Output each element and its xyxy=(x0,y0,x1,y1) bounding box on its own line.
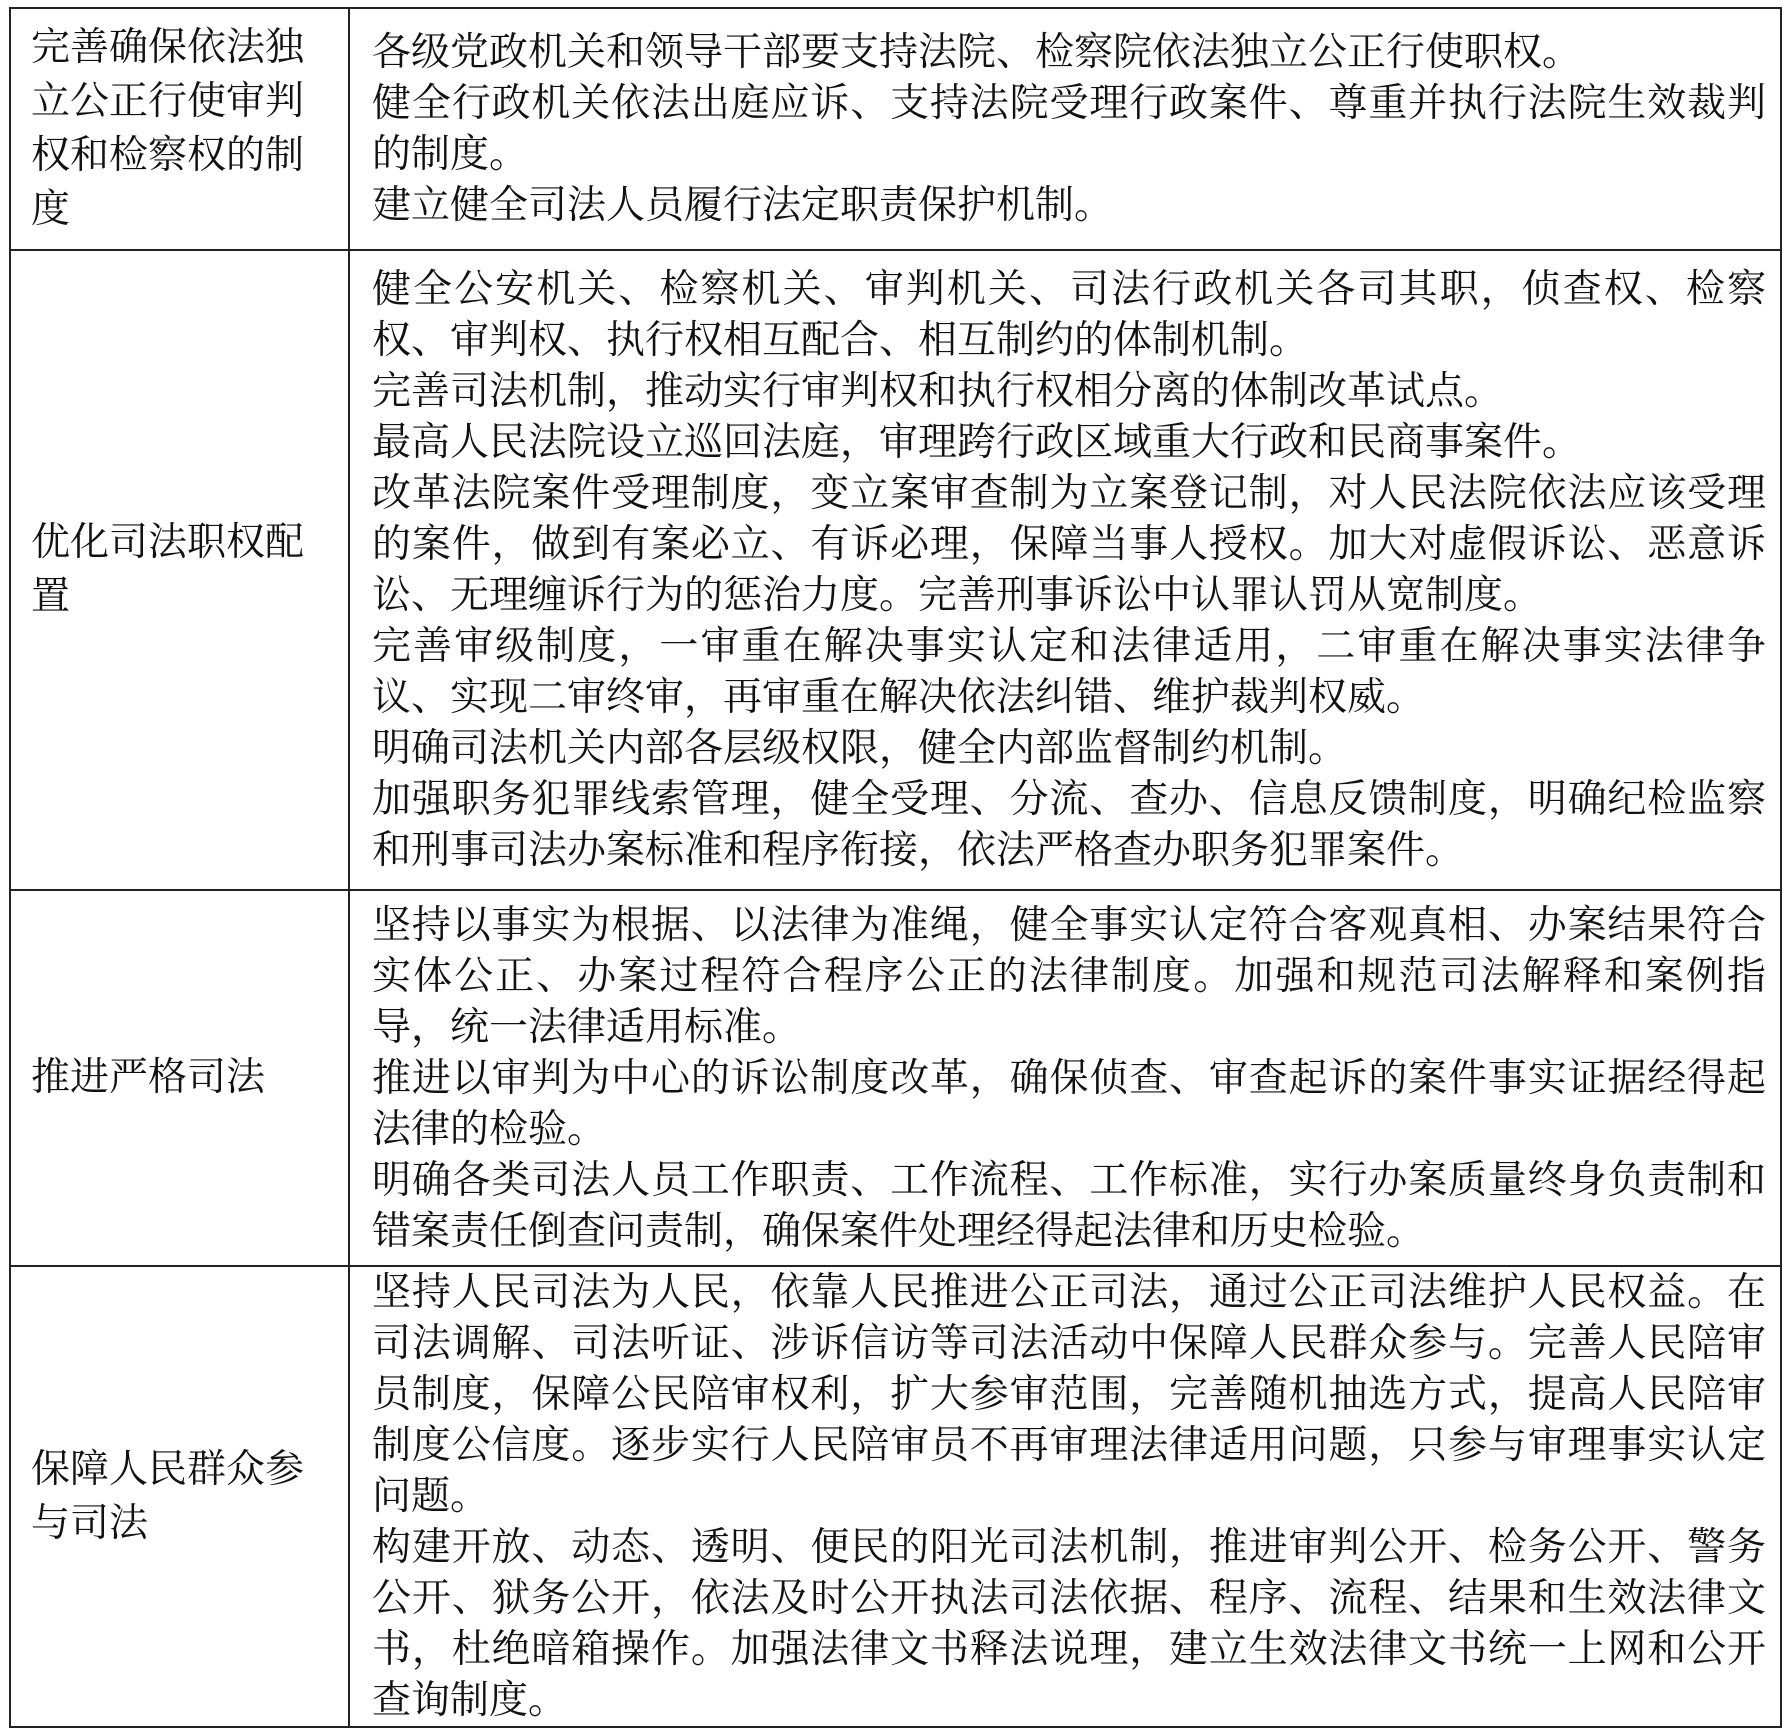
content-paragraph: 各级党政机关和领导干部要支持法院、检察院依法独立公正行使职权。 xyxy=(372,30,1582,75)
content-paragraph: 建立健全司法人员履行法定职责保护机制。 xyxy=(372,183,1114,228)
table-row xyxy=(10,1266,1781,1727)
content-paragraph: 完善司法机制，推动实行审判权和执行权相分离的体制改革试点。 xyxy=(372,369,1504,414)
table-row xyxy=(10,890,1781,1266)
content-paragraph: 坚持以事实为根据、以法律为准绳，健全事实认定符合客观真相、办案结果符合实体公正、办案过程符合程序公正的法律制度。加强和规范司法解释和案例指导，统一法律适用标准。 xyxy=(372,902,1766,1050)
row-topic: 优化司法职权配置 xyxy=(10,250,349,890)
content-paragraph: 健全公安机关、检察机关、审判机关、司法行政机关各司其职，侦查权、检察权、审判权、执行权相互配合、相互制约的体制机制。 xyxy=(372,267,1766,363)
row-topic: 保障人民群众参与司法 xyxy=(10,1266,349,1727)
content-paragraph: 最高人民法院设立巡回法庭，审理跨行政区域重大行政和民商事案件。 xyxy=(372,420,1582,465)
content-paragraph: 健全行政机关依法出庭应诉、支持法院受理行政案件、尊重并执行法院生效裁判的制度。 xyxy=(372,81,1766,177)
content-paragraph: 坚持人民司法为人民，依靠人民推进公正司法，通过公正司法维护人民权益。在司法调解、司法听证、涉诉信访等司法活动中保障人民群众参与。完善人民陪审员制度，保障公民陪审权利，扩大参审范围，完善随机抽选方式，提高人民陪审制度公信度。逐步实行人民陪审员不再审理法律适用问题，只参与审理事实认定问题。 xyxy=(372,1270,1766,1519)
row-topic: 完善确保依法独立公正行使审判权和检察权的制度 xyxy=(10,8,349,250)
content-paragraph: 改革法院案件受理制度，变立案审查制为立案登记制，对人民法院依法应该受理的案件，做到有案必立、有诉必理，保障当事人授权。加大对虚假诉讼、恶意诉讼、无理缠诉行为的惩治力度。完善刑事诉讼中认罪认罚从宽制度。 xyxy=(372,471,1766,618)
table-row xyxy=(10,250,1781,890)
table-row xyxy=(10,8,1781,250)
row-content xyxy=(349,890,1781,1266)
judicial-reform-table xyxy=(9,7,1782,1728)
content-paragraph: 加强职务犯罪线索管理，健全受理、分流、查办、信息反馈制度，明确纪检监察和刑事司法办案标准和程序衔接，依法严格查办职务犯罪案件。 xyxy=(372,777,1766,873)
row-content xyxy=(349,8,1781,250)
row-content xyxy=(349,1266,1781,1727)
row-content xyxy=(349,250,1781,890)
content-paragraph: 明确司法机关内部各层级权限，健全内部监督制约机制。 xyxy=(372,726,1348,771)
content-paragraph: 完善审级制度，一审重在解决事实认定和法律适用，二审重在解决事实法律争议、实现二审终审，再审重在解决依法纠错、维护裁判权威。 xyxy=(372,624,1766,720)
content-paragraph: 推进以审判为中心的诉讼制度改革，确保侦查、审查起诉的案件事实证据经得起法律的检验。 xyxy=(372,1055,1766,1152)
content-paragraph: 构建开放、动态、透明、便民的阳光司法机制，推进审判公开、检务公开、警务公开、狱务公开，依法及时公开执法司法依据、程序、流程、结果和生效法律文书，杜绝暗箱操作。加强法律文书释法说理，建立生效法律文书统一上网和公开查询制度。 xyxy=(372,1525,1766,1723)
row-topic: 推进严格司法 xyxy=(10,890,349,1266)
content-paragraph: 明确各类司法人员工作职责、工作流程、工作标准，实行办案质量终身负责制和错案责任倒查问责制，确保案件处理经得起法律和历史检验。 xyxy=(372,1157,1766,1254)
